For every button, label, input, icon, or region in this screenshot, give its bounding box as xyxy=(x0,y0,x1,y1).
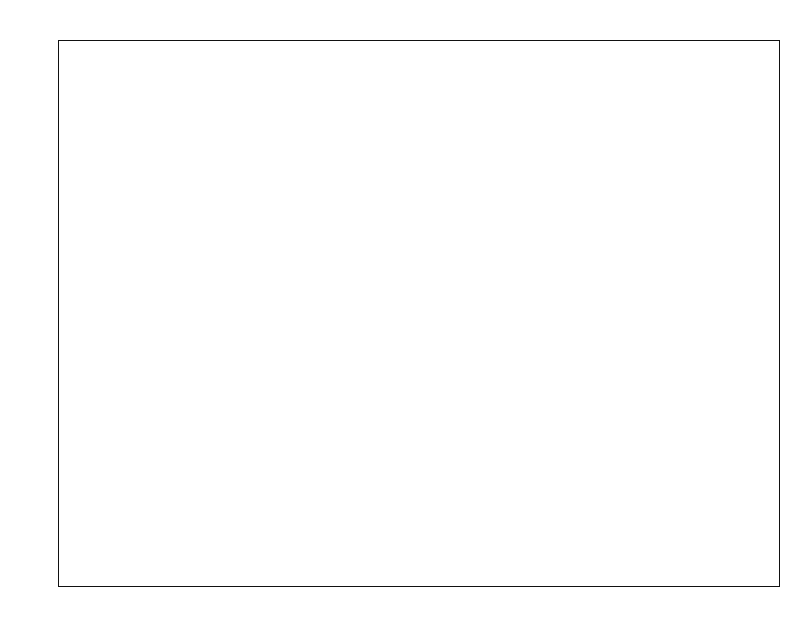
checklist-table xyxy=(58,40,780,587)
